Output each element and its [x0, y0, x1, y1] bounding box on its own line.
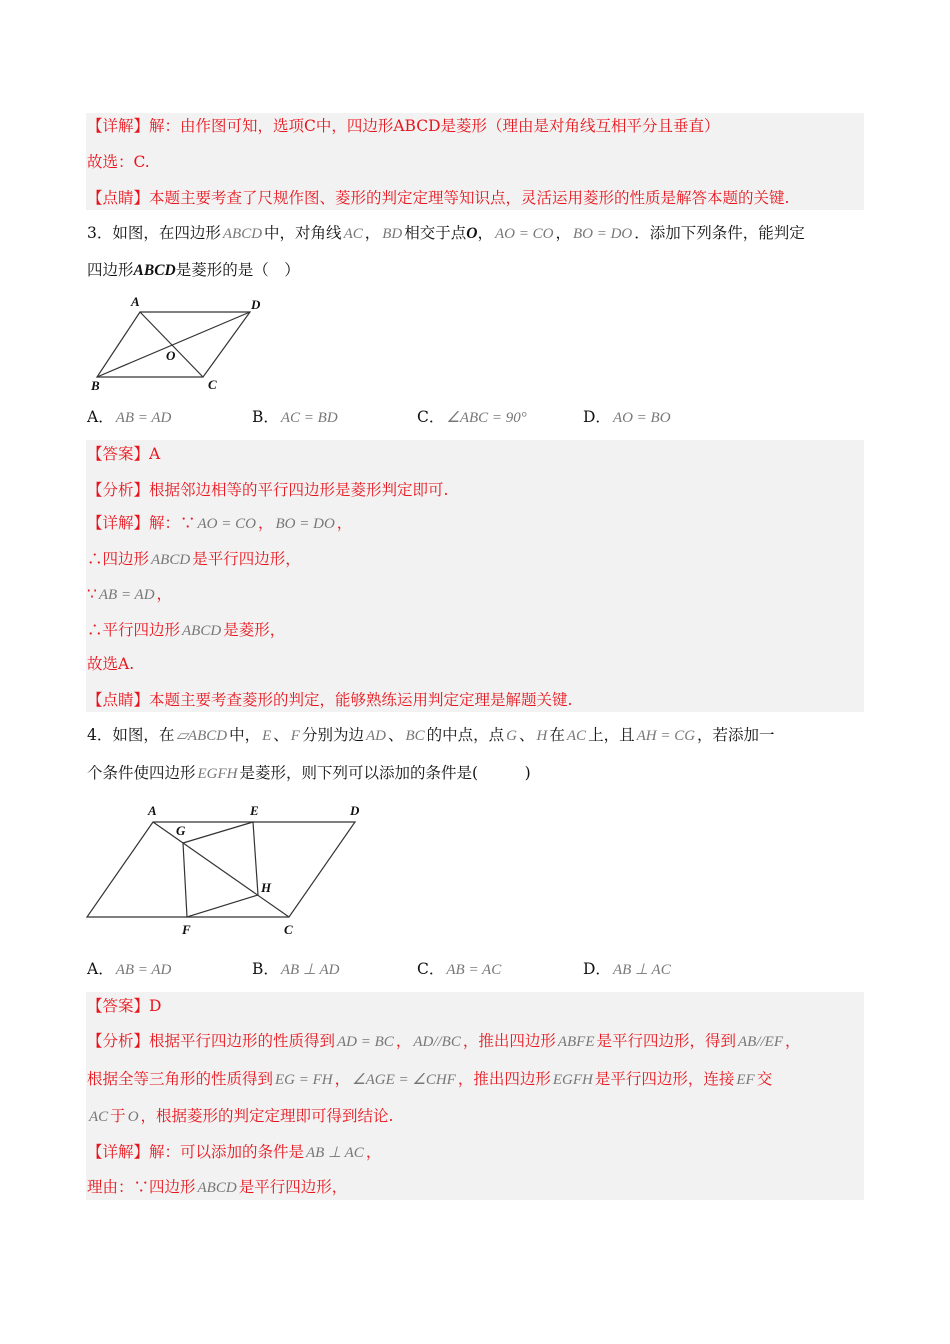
math-expression: AD = BC	[337, 1034, 394, 1050]
text-run: 故选：C.	[87, 153, 150, 171]
diagonal-ac	[153, 822, 289, 917]
math-expression: O	[127, 1109, 139, 1125]
math-expression: ABCD	[197, 1180, 237, 1196]
option-value: AC = BD	[280, 410, 338, 426]
math-expression: H	[536, 728, 548, 744]
text-run: 【答案】D	[87, 997, 162, 1015]
option-key: A．	[87, 960, 114, 978]
text-run: 理由：∵四边形	[87, 1178, 196, 1196]
text-run: ，	[785, 1032, 801, 1050]
text-run: 四边形	[87, 261, 134, 279]
label-d: D	[350, 803, 360, 818]
option-value: AB = AD	[115, 962, 172, 978]
text-run: 【分析】根据邻边相等的平行四边形是菱形判定即可.	[87, 481, 449, 499]
math-expression: AB ⊥ AC	[306, 1145, 364, 1161]
option-value: AB ⊥ AC	[612, 962, 671, 978]
label-c: C	[284, 922, 293, 937]
text-run: 故选A.	[87, 655, 135, 673]
text-run: O	[466, 225, 478, 242]
text-run: ，	[257, 514, 274, 532]
option-key: D．	[583, 408, 611, 426]
text-run: ，	[364, 224, 381, 242]
text-run: 中，	[229, 726, 261, 744]
math-expression: ABCD	[222, 226, 263, 242]
text-run: 、	[519, 726, 535, 744]
option-key: D．	[583, 960, 611, 978]
math-expression: AC	[89, 1109, 109, 1125]
text-run: 是菱形的是（ ）	[175, 261, 300, 279]
math-expression: AH = CG	[636, 728, 696, 744]
text-run: 是平行四边形，连接	[594, 1070, 735, 1088]
text-run: 3．如图，在四边形	[87, 224, 221, 242]
math-expression: ▱ABCD	[176, 728, 228, 744]
text-run: 的中点，点	[426, 726, 505, 744]
text-run: 于	[110, 1107, 126, 1125]
text-run: 分别为边	[301, 726, 364, 744]
text-run: ，	[365, 1143, 382, 1161]
math-expression: AB = AD	[98, 587, 155, 603]
text-run: 相交于点	[404, 224, 467, 242]
text-run: 是菱形，则下列可以添加的条件是( )	[239, 764, 531, 782]
text-run: 【详解】解：可以添加的条件是	[87, 1143, 305, 1161]
math-expression: AD//BC	[413, 1034, 461, 1050]
label-g: G	[176, 823, 186, 838]
label-a: A	[148, 803, 157, 818]
text-run: ，	[334, 1070, 351, 1088]
option-key: C．	[417, 408, 445, 426]
text-run: 个条件使四边形	[87, 764, 196, 782]
text-run: 是平行四边形，	[238, 1178, 348, 1196]
text-run: 、	[387, 726, 404, 744]
option-value: AO = BO	[612, 410, 671, 426]
math-expression: AC	[566, 728, 587, 744]
math-expression: AO = CO	[494, 226, 554, 242]
text-run: 交	[756, 1070, 773, 1088]
option-value: AB = AC	[446, 962, 502, 978]
text-run: ，推出四边形	[457, 1070, 551, 1088]
text-run: ，推出四边形	[462, 1032, 556, 1050]
label-d: D	[251, 297, 261, 312]
text-run: ，	[156, 585, 173, 603]
text-run: 【分析】根据平行四边形的性质得到	[87, 1032, 336, 1050]
label-h: H	[261, 880, 272, 895]
math-expression: G	[506, 728, 518, 744]
text-run: 是菱形，	[223, 621, 286, 639]
math-expression: AB//EF	[738, 1034, 784, 1050]
text-run: ∴四边形	[87, 550, 150, 568]
option-key: B．	[252, 408, 279, 426]
text-run: 、	[273, 726, 289, 744]
option-key: A．	[87, 408, 114, 426]
label-c: C	[208, 377, 217, 392]
text-run: ∴平行四边形	[87, 621, 181, 639]
math-expression: ABFE	[557, 1034, 595, 1050]
diagonal-ac	[140, 312, 203, 377]
math-expression: EGFH	[197, 766, 238, 782]
option-key: C．	[417, 960, 445, 978]
math-expression: EF	[736, 1072, 755, 1088]
math-expression: AO = CO	[197, 516, 256, 532]
option-value: ∠ABC = 90°	[446, 410, 527, 426]
text-run: ，	[395, 1032, 412, 1050]
option-value: AB ⊥ AD	[280, 962, 340, 978]
text-run: 【答案】A	[87, 445, 161, 463]
text-run: 是平行四边形，	[192, 550, 301, 568]
option-b	[252, 407, 340, 428]
math-expression: EG = FH	[275, 1072, 333, 1088]
text-run: 上，且	[588, 726, 635, 744]
option-value: AB = AD	[115, 410, 172, 426]
text-run: 【点睛】本题主要考查菱形的判定，能够熟练运用判定定理是解题关键.	[87, 691, 573, 709]
option-c	[417, 407, 529, 428]
label-o: O	[166, 348, 176, 363]
option-d	[583, 407, 673, 428]
math-expression: E	[262, 728, 272, 744]
figure-q3	[97, 312, 250, 377]
option-key: B．	[252, 960, 279, 978]
option-c	[417, 959, 503, 980]
text-run: ，	[555, 224, 571, 242]
text-run: ，	[477, 224, 493, 242]
math-expression: AD	[365, 728, 386, 744]
text-run: ．添加下列条件，能判定	[634, 224, 805, 242]
math-expression: ∠AGE = ∠CHF	[352, 1072, 456, 1088]
math-expression: AC	[343, 226, 363, 242]
label-e: E	[250, 803, 259, 818]
label-a: A	[131, 294, 140, 309]
text-run: ，根据菱形的判定定理即可得到结论.	[140, 1107, 394, 1125]
math-expression: EGFH	[552, 1072, 593, 1088]
math-expression: ABCD	[151, 552, 191, 568]
text-run: ∵	[87, 585, 97, 603]
text-run: 在	[549, 726, 565, 744]
math-expression: BC	[405, 728, 425, 744]
math-expression: BD	[382, 226, 403, 242]
math-expression: BO = DO	[275, 516, 335, 532]
text-run: 是平行四边形，得到	[596, 1032, 737, 1050]
text-run: ，若添加一	[697, 726, 775, 744]
text-run: 【详解】解：由作图可知，选项C中，四边形ABCD是菱形（理由是对角线互相平分且垂直）	[87, 117, 720, 135]
text-run: 根据全等三角形的性质得到	[87, 1070, 274, 1088]
text-run: 中，对角线	[264, 224, 342, 242]
option-b	[252, 959, 342, 980]
text-run: ABCD	[133, 262, 176, 279]
text-run: ，	[336, 514, 353, 532]
text-run: 【详解】解：∵	[87, 514, 196, 532]
option-a	[87, 959, 173, 980]
text-run: 【点睛】本题主要考查了尺规作图、菱形的判定定理等知识点，灵活运用菱形的性质是解答本题的关键.	[87, 189, 790, 207]
math-expression: F	[290, 728, 300, 744]
text-run: 4．如图，在	[87, 726, 175, 744]
label-f: F	[182, 922, 191, 937]
option-a	[87, 407, 173, 428]
label-b: B	[91, 378, 100, 393]
option-d	[583, 959, 673, 980]
figure-q4	[87, 822, 355, 917]
math-expression: ABCD	[182, 623, 222, 639]
math-expression: BO = DO	[572, 226, 633, 242]
